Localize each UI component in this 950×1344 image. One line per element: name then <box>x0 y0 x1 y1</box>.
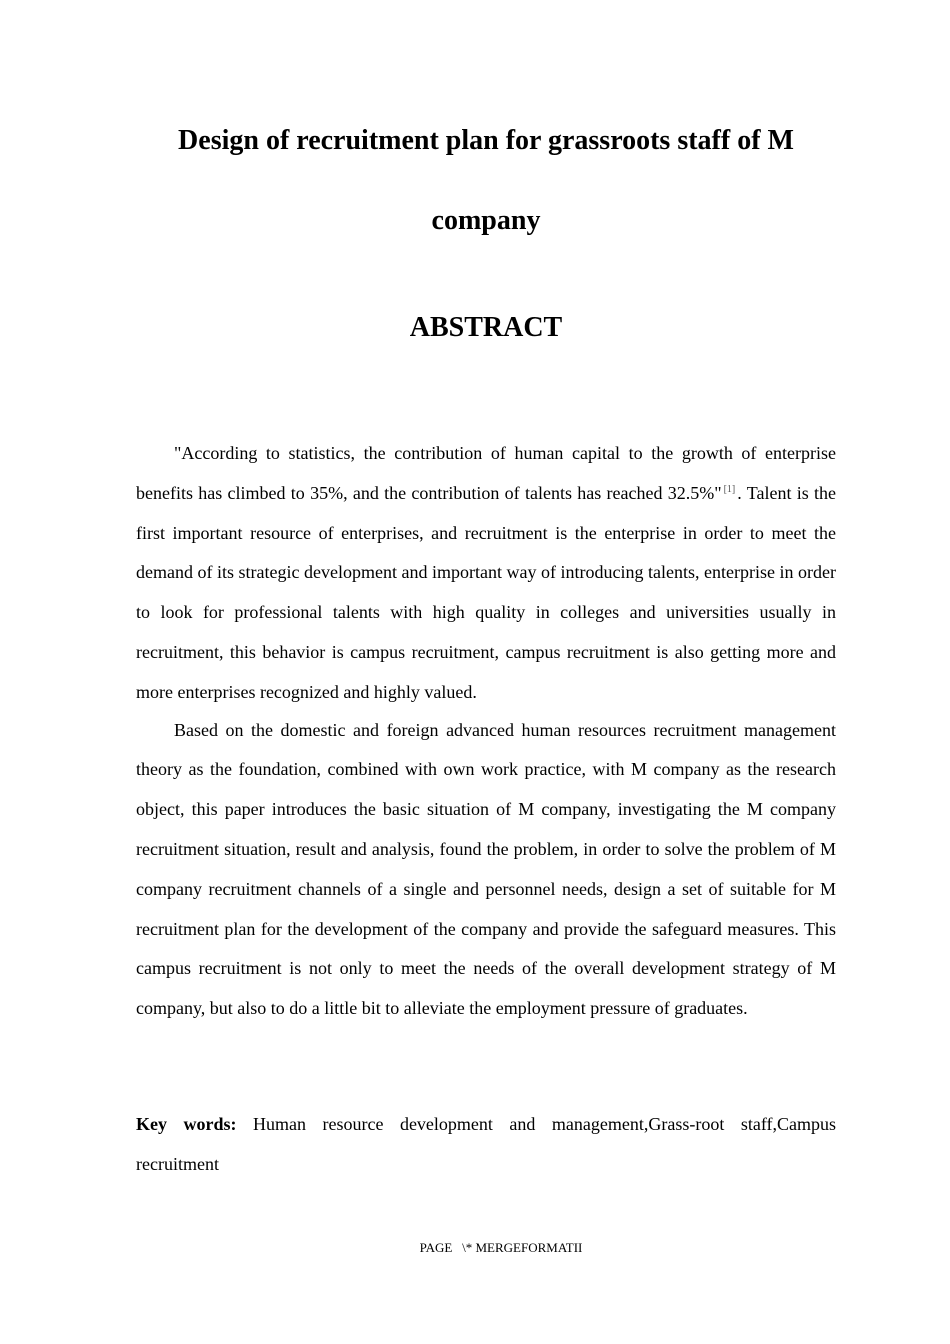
keywords-line <box>136 1104 836 1184</box>
abstract-heading: ABSTRACT <box>409 312 563 343</box>
paragraph-text: . Talent is the first important resource of enterprises, and recruitment is the enterprise in order to meet the demand of its strategic development and important way of introducing talents, enterprise in order to look for professional talents with high quality in colleges and universities usually in recruitment, this behavior is campus recruitment, campus recruitment is also getting more and more enterprises recognized and highly valued. <box>136 482 837 702</box>
page-footer: PAGE \* MERGEFORMATII <box>419 1240 583 1255</box>
abstract-body <box>136 434 836 1027</box>
abstract-paragraph-2: Based on the domestic and foreign advanced human resources recruitment management theory as the foundation, combined with own work practice, with M company as the research object, this paper introduces the basic situation of M company, investigating the M company recruitment situation, result and analysis, found the problem, in order to solve the problem of M company recruitment channels of a single and personnel needs, design a set of suitable for M recruitment plan for the development of the company and provide the safeguard measures. This campus recruitment is not only to meet the needs of the overall development strategy of M company, but also to do a little bit to alleviate the employment pressure of graduates. <box>136 719 836 1019</box>
citation-marker: [1] <box>723 483 736 495</box>
keywords-text: Human resource development and management,Grass-root staff,Campus recruitment <box>136 1114 836 1174</box>
keywords-label: Key words: <box>136 1114 237 1134</box>
paragraph-text: "According to statistics, the contribution of human capital to the growth of enterprise benefits has climbed to 35%, and the contribution of talents has reached 32.5%" <box>136 443 836 503</box>
abstract-paragraph-1 <box>136 434 836 713</box>
document-title: Design of recruitment plan for grassroots staff of M company <box>178 125 794 236</box>
